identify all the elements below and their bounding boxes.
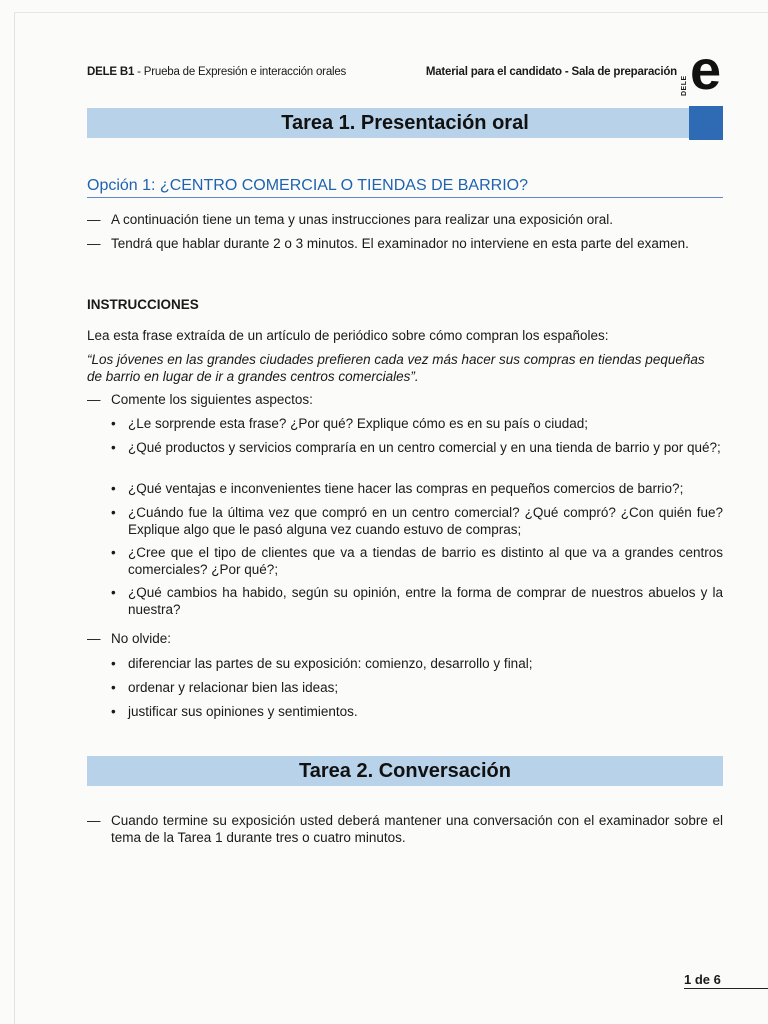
accent-square	[689, 106, 723, 140]
instructions-heading: INSTRUCCIONES	[87, 297, 199, 312]
page-header	[87, 66, 677, 84]
logo-vertical-text: DELE	[681, 75, 688, 96]
reminder-label: — No olvide:	[87, 631, 172, 646]
reminder-item: • justificar sus opiniones y sentimientos.	[111, 704, 358, 719]
quote-text: “Los jóvenes en las grandes ciudades prefieren cada vez más hacer sus compras en tiendas pequeñas de barrio en lugar de ir a grandes centros comerciales”.	[87, 352, 705, 384]
page-number: 1 de 6	[684, 972, 768, 989]
intro-item-1: — A continuación tiene un tema y unas instrucciones para realizar una exposición oral.	[87, 212, 614, 227]
lead-text: Lea esta frase extraída de un artículo de periódico sobre cómo compran los españoles:	[87, 328, 609, 343]
tarea2-title: Tarea 2. Conversación	[299, 760, 511, 782]
tarea1-title-band	[87, 108, 723, 138]
tarea2-title-band	[87, 756, 723, 786]
intro-item-2: — Tendrá que hablar durante 2 o 3 minutos. El examinador no interviene en esta parte del examen.	[87, 236, 689, 251]
reminder-item: • diferenciar las partes de su exposición: comienzo, desarrollo y final;	[111, 656, 533, 671]
reminder-item: • ordenar y relacionar bien las ideas;	[111, 680, 339, 695]
logo-e: e	[690, 38, 722, 101]
option-title: Opción 1: ¿CENTRO COMERCIAL O TIENDAS DE BARRIO?	[87, 177, 723, 198]
exam-label: DELE B1 - Prueba de Expresión e interacción orales	[87, 66, 347, 78]
dele-logo	[680, 38, 728, 101]
aspect-item: • ¿Le sorprende esta frase? ¿Por qué? Explique cómo es en su país o ciudad;	[111, 416, 589, 431]
aspect-item: • ¿Cree que el tipo de clientes que va a tiendas de barrio es distinto al que va a grandes centros comerciales? ¿Por qué?;	[111, 545, 723, 577]
aspects-label: — Comente los siguientes aspectos:	[87, 392, 313, 407]
tarea2-text: — Cuando termine su exposición usted deberá mantener una conversación con el examinador sobre el tema de la Tarea 1 durante tres o cuatro minutos.	[87, 813, 723, 845]
material-label: Material para el candidato - Sala de preparación	[425, 66, 677, 78]
aspect-item: • ¿Qué ventajas e inconvenientes tiene hacer las compras en pequeños comercios de barrio?;	[111, 481, 684, 496]
aspect-item: • ¿Cuándo fue la última vez que compró en un centro comercial? ¿Qué compró? ¿Con quién fue? Explique algo que le pasó alguna vez cuando estuvo de compras;	[111, 505, 723, 537]
aspect-item: • ¿Qué productos y servicios compraría en un centro comercial y en una tienda de barrio y por qué?;	[111, 440, 721, 455]
aspect-item: • ¿Qué cambios ha habido, según su opinión, entre la forma de comprar de nuestros abuelos y la nuestra?	[111, 585, 723, 617]
tarea1-title: Tarea 1. Presentación oral	[281, 112, 529, 134]
